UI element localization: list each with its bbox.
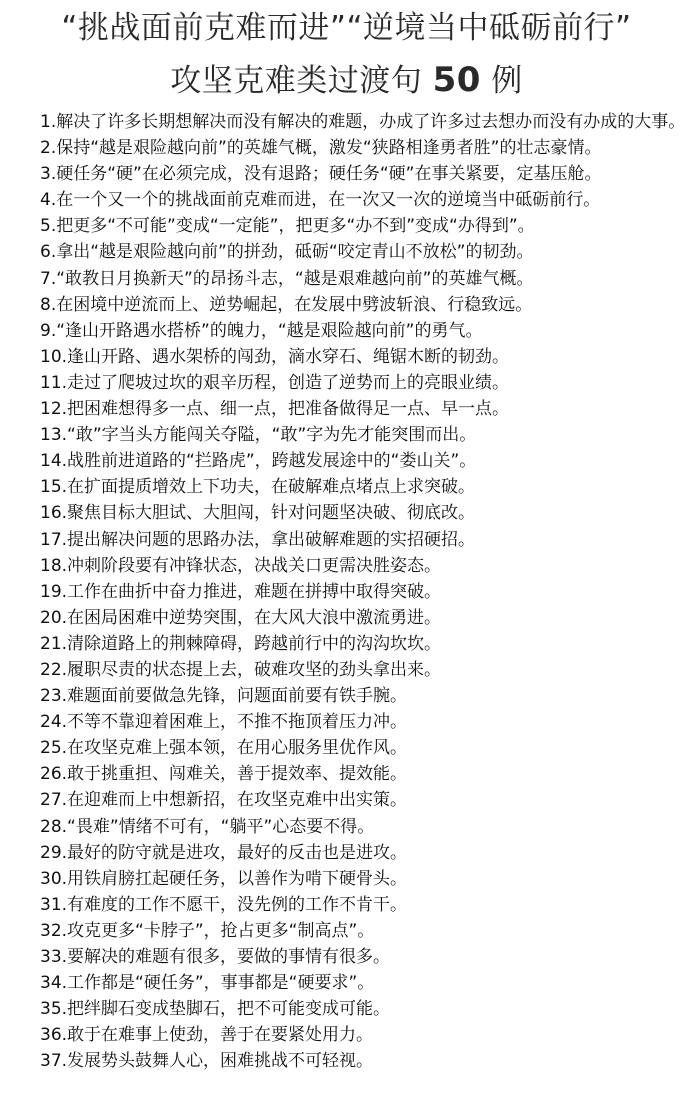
list-item: 7.“敢教日月换新天”的昂扬斗志，“越是艰难越向前”的英雄气概。 [40, 268, 534, 289]
list-item: 21.清除道路上的荆棘障碍，跨越前行中的沟沟坎坎。 [40, 633, 442, 654]
list-item: 10.逢山开路、遇水架桥的闯劲，滴水穿石、绳锯木断的韧劲。 [40, 346, 510, 367]
list-item: 35.把绊脚石变成垫脚石，把不可能变成可能。 [40, 999, 391, 1020]
list-item: 13.“敢”字当头方能闯关夺隘，“敢”字为先才能突围而出。 [40, 425, 477, 446]
sentence-list [0, 109, 693, 1074]
list-item: 8.在困境中逆流而上、逆势崛起，在发展中劈波斩浪、行稳致远。 [40, 294, 533, 315]
list-item: 20.在困局困难中逆势突围，在大风大浪中激流勇进。 [40, 607, 442, 628]
list-item: 28.“畏难”情绪不可有，“躺平”心态要不得。 [40, 816, 375, 837]
list-item: 6.拿出“越是艰险越向前”的拼劲，砥砺“咬定青山不放松”的韧劲。 [40, 242, 534, 263]
list-item: 34.工作都是“硬任务”，事事都是“硬要求”。 [40, 973, 375, 994]
list-item: 9.“逢山开路遇水搭桥”的魄力，“越是艰险越向前”的勇气。 [40, 320, 483, 341]
article-title-line2 [0, 54, 693, 107]
list-item: 17.提出解决问题的思路办法，拿出破解难题的实招硬招。 [40, 529, 476, 550]
list-item: 27.在迎难而上中想新招，在攻坚克难中出实策。 [40, 790, 408, 811]
title-prefix: 攻坚克难类过渡句 [170, 63, 423, 99]
list-item: 15.在扩面提质增效上下功夫，在破解难点堵点上求突破。 [40, 477, 476, 498]
list-item: 33.要解决的难题有很多，要做的事情有很多。 [40, 947, 391, 967]
list-item: 26.敢于挑重担、闯难关，善于提效率、提效能。 [40, 764, 408, 785]
list-item: 23.难题面前要做急先锋，问题面前要有铁手腕。 [40, 686, 408, 707]
article-title-line1: “挑战面前克难而进”“逆境当中砥砺前行” [61, 10, 632, 46]
list-item: 30.用铁肩膀扛起硬任务，以善作为啃下硬骨头。 [40, 868, 408, 889]
list-item: 19.工作在曲折中奋力推进，难题在拼搏中取得突破。 [40, 581, 442, 602]
list-item: 12.把困难想得多一点、细一点，把准备做得足一点、早一点。 [40, 399, 510, 420]
list-item: 5.把更多“不可能”变成“一定能”，把更多“办不到”变成“办得到”。 [40, 216, 535, 237]
list-item: 29.最好的防守就是进攻，最好的反击也是进攻。 [40, 842, 408, 863]
list-item: 22.履职尽责的状态提上去，破难攻坚的劲头拿出来。 [40, 659, 442, 680]
list-item: 16.聚焦目标大胆试、大胆闯，针对问题坚决破、彻底改。 [40, 503, 476, 524]
list-item: 1.解决了许多长期想解决而没有解决的难题，办成了许多过去想办而没有办成的大事。 [40, 112, 686, 132]
list-item: 37.发展势头鼓舞人心，困难挑战不可轻视。 [40, 1051, 374, 1072]
title-number: 50 [432, 60, 481, 100]
list-item: 14.战胜前进道路的“拦路虎”，跨越发展途中的“娄山关”。 [40, 451, 477, 472]
list-item: 18.冲刺阶段要有冲锋状态，决战关口更需决胜姿态。 [40, 555, 442, 576]
list-item: 25.在攻坚克难上强本领，在用心服务里优作风。 [40, 738, 408, 759]
list-item: 36.敢于在难事上使劲，善于在要紧处用力。 [40, 1025, 374, 1046]
list-item: 4.在一个又一个的挑战面前克难而进，在一次又一次的逆境当中砥砺前行。 [40, 190, 601, 211]
list-item: 24.不等不靠迎着困难上，不推不拖顶着压力冲。 [40, 712, 408, 733]
list-item: 11.走过了爬坡过坎的艰辛历程，创造了逆势而上的亮眼业绩。 [40, 372, 510, 393]
list-item: 32.攻克更多“卡脖子”，抢占更多“制高点”。 [40, 920, 375, 941]
list-item: 2.保持“越是艰险越向前”的英雄气概，激发“狭路相逢勇者胜”的壮志豪情。 [40, 138, 602, 159]
title-suffix: 例 [491, 63, 523, 99]
list-item: 3.硬任务“硬”在必须完成，没有退路；硬任务“硬”在事关紧要，定基压舱。 [40, 164, 602, 185]
list-item: 31.有难度的工作不愿干，没先例的工作不肯干。 [40, 894, 408, 915]
